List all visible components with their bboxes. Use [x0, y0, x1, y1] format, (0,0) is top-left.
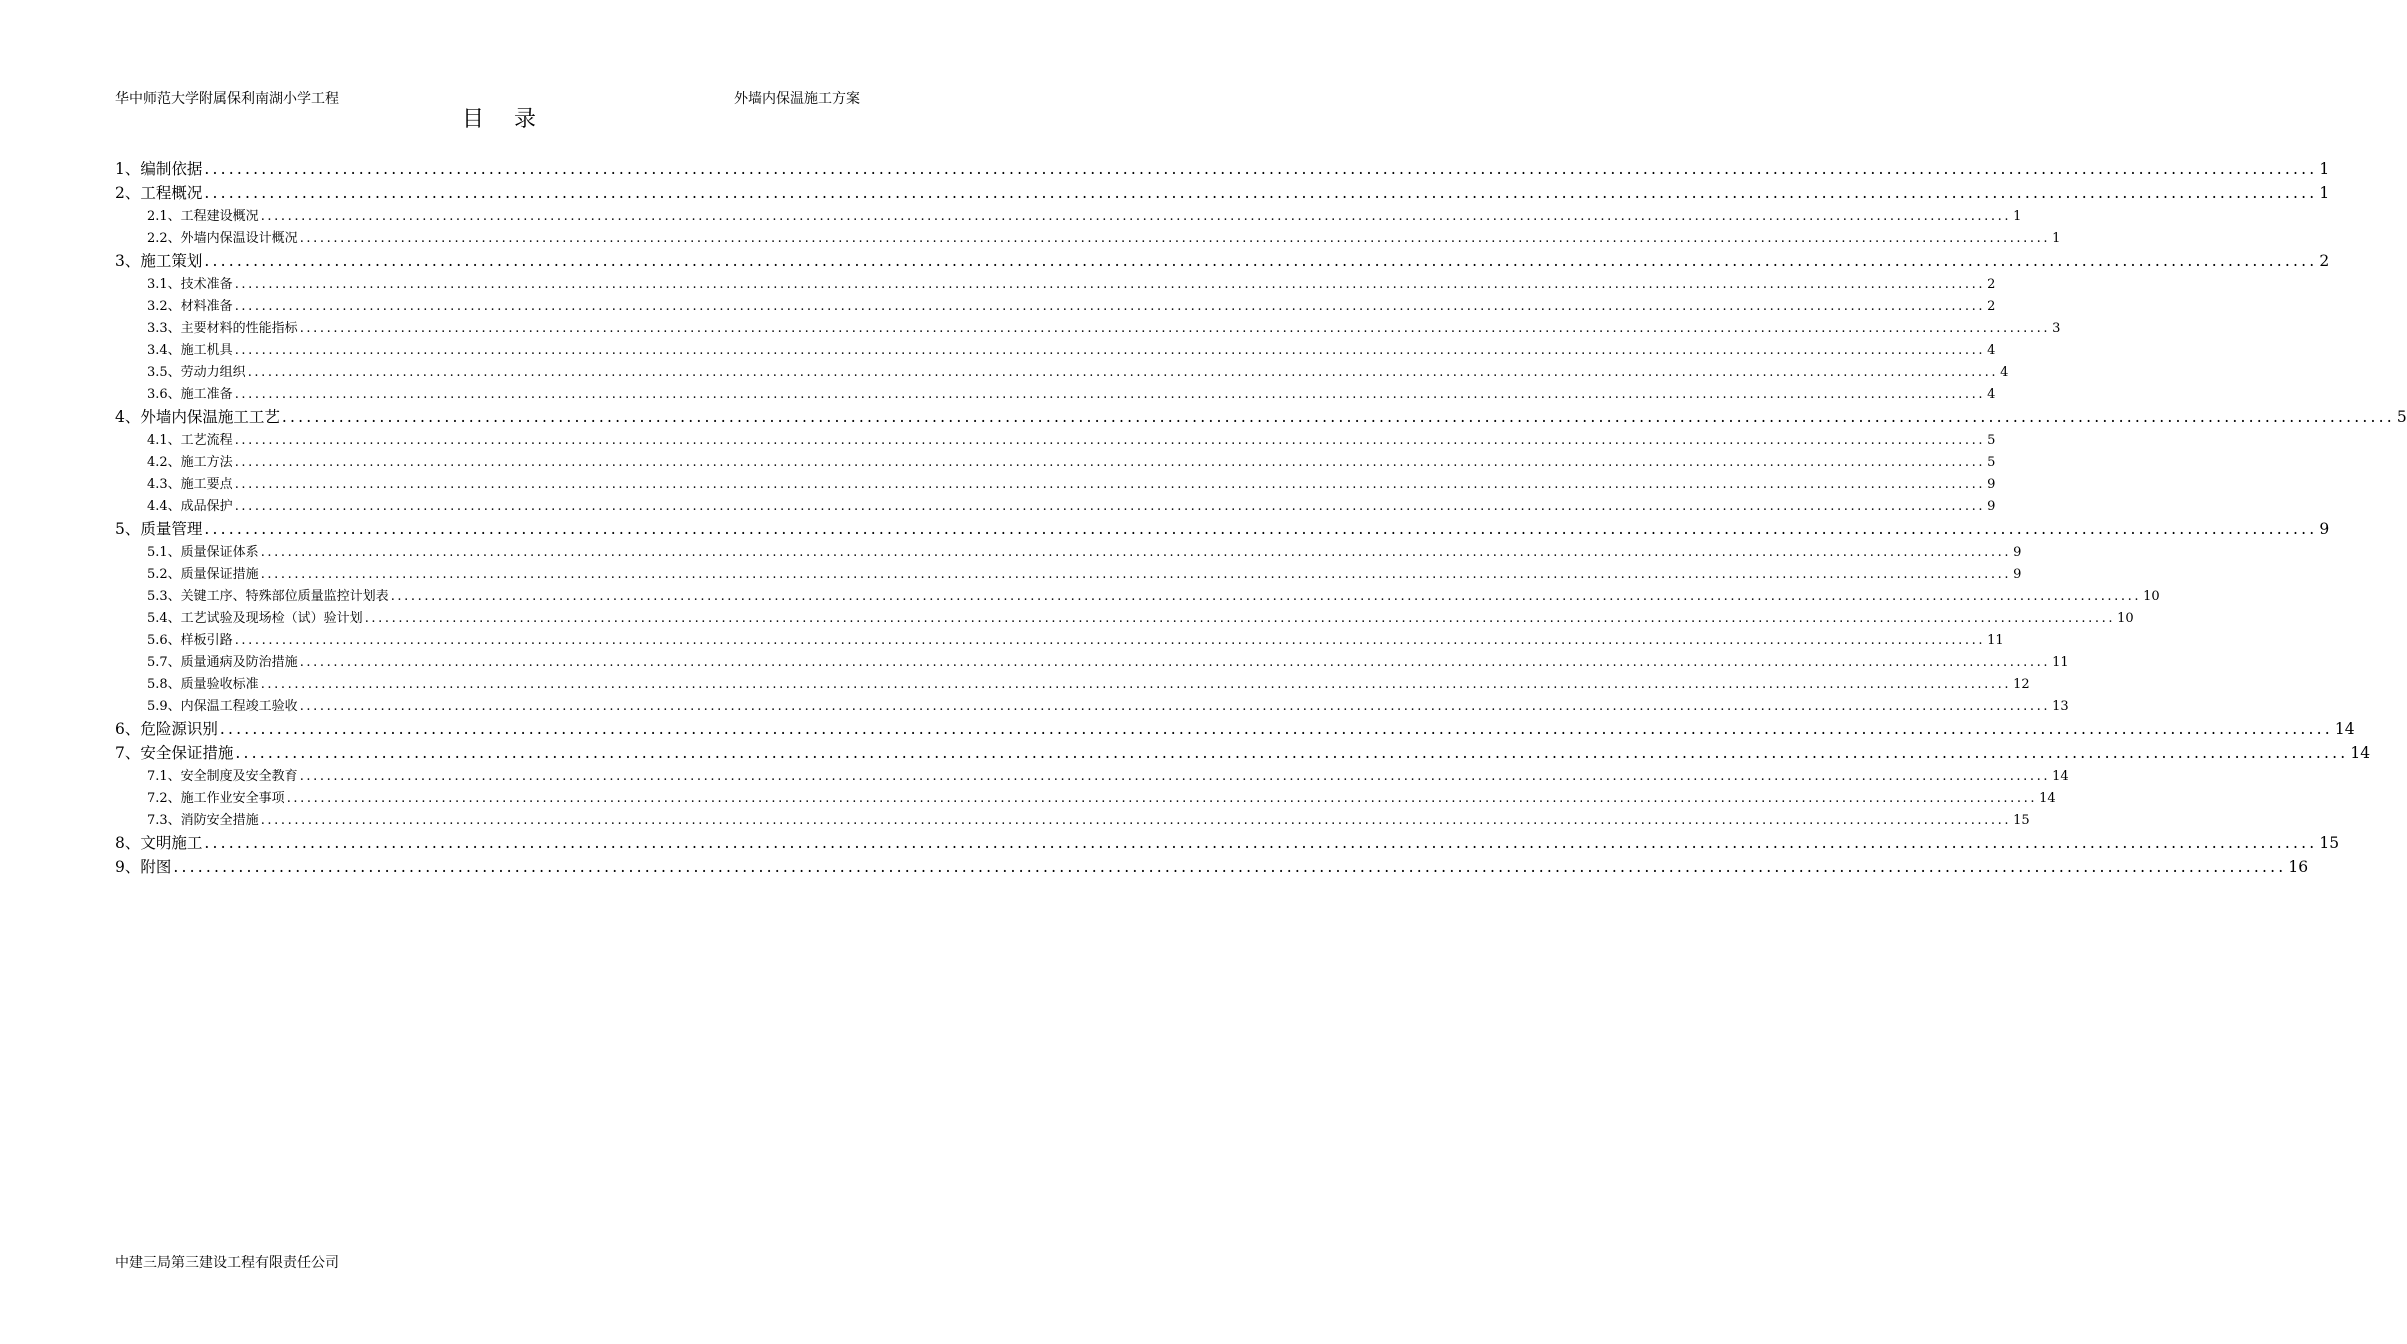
toc-entry-label: 7.2、施工作业安全事项 — [147, 791, 285, 806]
toc-entry-page: 5 — [1987, 455, 1996, 470]
toc-entry-label: 5.7、质量通病及防治措施 — [147, 655, 298, 670]
toc-entry-label: 4.2、施工方法 — [147, 455, 233, 470]
toc-entry[interactable] — [115, 741, 2371, 765]
toc-entry-page: 14 — [2039, 791, 2056, 806]
toc-dot-leader: .................................................................................................................................................................................................................................................................... — [247, 365, 1999, 380]
toc-entry-label: 4.1、工艺流程 — [147, 433, 233, 448]
toc-entry-label: 3.6、施工准备 — [147, 387, 233, 402]
toc-dot-leader: .................................................................................................................................................................................................................................................................... — [204, 160, 2318, 178]
toc-entry-page: 2 — [1987, 299, 1996, 314]
toc-entry-page: 9 — [2013, 567, 2022, 582]
toc-entry-page: 1 — [2052, 231, 2061, 246]
toc-entry-page: 10 — [2143, 589, 2160, 604]
toc-entry-page: 14 — [2350, 744, 2371, 762]
toc-entry-page: 11 — [1987, 633, 2004, 648]
toc-entry-page: 9 — [2319, 520, 2330, 538]
toc-entry-label: 7、安全保证措施 — [115, 744, 234, 762]
toc-entry[interactable] — [115, 181, 2330, 205]
table-of-contents — [115, 157, 2407, 879]
toc-entry-page: 1 — [2013, 209, 2022, 224]
toc-dot-leader: .................................................................................................................................................................................................................................................................... — [260, 813, 2012, 828]
header-project-name: 华中师范大学附属保利南湖小学工程 — [115, 91, 339, 107]
toc-dot-leader: .................................................................................................................................................................................................................................................................... — [204, 834, 2318, 852]
toc-entry-label: 5.2、质量保证措施 — [147, 567, 259, 582]
toc-dot-leader: .................................................................................................................................................................................................................................................................... — [173, 858, 2287, 876]
toc-entry-page: 9 — [1987, 499, 1996, 514]
toc-dot-leader: .................................................................................................................................................................................................................................................................... — [234, 277, 1986, 292]
toc-entry-label: 5、质量管理 — [115, 520, 203, 538]
toc-dot-leader: .................................................................................................................................................................................................................................................................... — [364, 611, 2116, 626]
toc-dot-leader: .................................................................................................................................................................................................................................................................... — [286, 791, 2038, 806]
toc-dot-leader: .................................................................................................................................................................................................................................................................... — [299, 699, 2051, 714]
toc-entry-label: 7.3、消防安全措施 — [147, 813, 259, 828]
toc-entry-label: 3、施工策划 — [115, 252, 203, 270]
toc-entry-label: 2.1、工程建设概况 — [147, 209, 259, 224]
toc-entry-page: 4 — [1987, 387, 1996, 402]
toc-dot-leader: .................................................................................................................................................................................................................................................................... — [234, 299, 1986, 314]
toc-dot-leader: .................................................................................................................................................................................................................................................................... — [235, 744, 2349, 762]
toc-entry[interactable] — [115, 585, 2160, 607]
toc-entry-label: 3.5、劳动力组织 — [147, 365, 246, 380]
toc-entry-page: 11 — [2052, 655, 2069, 670]
toc-entry-label: 3.2、材料准备 — [147, 299, 233, 314]
toc-entry[interactable] — [115, 673, 2030, 695]
toc-entry-page: 14 — [2052, 769, 2069, 784]
toc-entry-label: 4.4、成品保护 — [147, 499, 233, 514]
toc-entry-page: 12 — [2013, 677, 2030, 692]
toc-dot-leader: .................................................................................................................................................................................................................................................................... — [390, 589, 2142, 604]
toc-entry-label: 5.6、样板引路 — [147, 633, 233, 648]
toc-entry[interactable] — [115, 273, 1996, 295]
toc-entry[interactable] — [115, 339, 1996, 361]
toc-entry[interactable] — [115, 809, 2030, 831]
toc-entry-page: 15 — [2319, 834, 2340, 852]
toc-entry-page: 2 — [2319, 252, 2330, 270]
toc-entry-label: 5.8、质量验收标准 — [147, 677, 259, 692]
toc-entry-label: 5.4、工艺试验及现场检（试）验计划 — [147, 611, 363, 626]
toc-entry[interactable] — [115, 563, 2022, 585]
header-document-name: 外墙内保温施工方案 — [734, 91, 860, 107]
toc-entry[interactable] — [115, 607, 2134, 629]
toc-entry[interactable] — [115, 831, 2340, 855]
toc-entry-page: 13 — [2052, 699, 2069, 714]
toc-entry-label: 3.1、技术准备 — [147, 277, 233, 292]
toc-entry[interactable] — [115, 629, 2004, 651]
toc-dot-leader: .................................................................................................................................................................................................................................................................... — [234, 477, 1986, 492]
toc-entry[interactable] — [115, 249, 2330, 273]
toc-entry[interactable] — [115, 451, 1996, 473]
toc-entry[interactable] — [115, 855, 2309, 879]
toc-entry-label: 5.9、内保温工程竣工验收 — [147, 699, 298, 714]
toc-entry[interactable] — [115, 361, 2009, 383]
toc-dot-leader: .................................................................................................................................................................................................................................................................... — [299, 231, 2051, 246]
toc-entry-label: 7.1、安全制度及安全教育 — [147, 769, 298, 784]
toc-entry-page: 9 — [2013, 545, 2022, 560]
toc-entry[interactable] — [115, 517, 2330, 541]
toc-entry-page: 16 — [2288, 858, 2309, 876]
toc-dot-leader: .................................................................................................................................................................................................................................................................... — [260, 567, 2012, 582]
toc-entry[interactable] — [115, 383, 1996, 405]
toc-entry-page: 14 — [2334, 720, 2355, 738]
toc-entry[interactable] — [115, 765, 2069, 787]
toc-dot-leader: .................................................................................................................................................................................................................................................................... — [234, 433, 1986, 448]
toc-entry[interactable] — [115, 429, 1996, 451]
toc-entry-label: 6、危险源识别 — [115, 720, 218, 738]
toc-entry-page: 3 — [2052, 321, 2061, 336]
toc-dot-leader: .................................................................................................................................................................................................................................................................... — [234, 343, 1986, 358]
toc-entry[interactable] — [115, 495, 1996, 517]
toc-entry-label: 1、编制依据 — [115, 160, 203, 178]
toc-entry[interactable] — [115, 295, 1996, 317]
toc-dot-leader: .................................................................................................................................................................................................................................................................... — [204, 520, 2318, 538]
toc-dot-leader: .................................................................................................................................................................................................................................................................... — [234, 455, 1986, 470]
toc-entry[interactable] — [115, 227, 2061, 249]
toc-dot-leader: .................................................................................................................................................................................................................................................................... — [260, 209, 2012, 224]
page-title: 目录 — [461, 107, 566, 132]
toc-entry-page: 2 — [1987, 277, 1996, 292]
toc-entry[interactable] — [115, 651, 2069, 673]
toc-dot-leader: .................................................................................................................................................................................................................................................................... — [234, 387, 1986, 402]
toc-entry[interactable] — [115, 157, 2330, 181]
toc-dot-leader: .................................................................................................................................................................................................................................................................... — [204, 184, 2318, 202]
toc-dot-leader: .................................................................................................................................................................................................................................................................... — [281, 408, 2395, 426]
toc-entry-label: 5.1、质量保证体系 — [147, 545, 259, 560]
toc-dot-leader: .................................................................................................................................................................................................................................................................... — [260, 677, 2012, 692]
toc-entry[interactable] — [115, 541, 2022, 563]
toc-entry-page: 5 — [1987, 433, 1996, 448]
toc-entry[interactable] — [115, 317, 2061, 339]
toc-entry-label: 4、外墙内保温施工工艺 — [115, 408, 280, 426]
toc-entry-page: 15 — [2013, 813, 2030, 828]
toc-entry-label: 8、文明施工 — [115, 834, 203, 852]
toc-dot-leader: .................................................................................................................................................................................................................................................................... — [260, 545, 2012, 560]
page-footer: 中建三局第三建设工程有限责任公司 — [115, 1255, 339, 1271]
toc-entry-label: 9、附图 — [115, 858, 172, 876]
toc-entry[interactable] — [115, 473, 1996, 495]
toc-entry[interactable] — [115, 787, 2056, 809]
toc-entry[interactable] — [115, 695, 2069, 717]
toc-dot-leader: .................................................................................................................................................................................................................................................................... — [204, 252, 2318, 270]
toc-entry-label: 5.3、关键工序、特殊部位质量监控计划表 — [147, 589, 389, 604]
toc-entry-page: 10 — [2117, 611, 2134, 626]
toc-dot-leader: .................................................................................................................................................................................................................................................................... — [299, 321, 2051, 336]
toc-entry-page: 4 — [2000, 365, 2009, 380]
toc-entry-page: 1 — [2319, 160, 2330, 178]
toc-dot-leader: .................................................................................................................................................................................................................................................................... — [234, 499, 1986, 514]
toc-entry[interactable] — [115, 405, 2407, 429]
toc-entry-page: 4 — [1987, 343, 1996, 358]
toc-entry-label: 2.2、外墙内保温设计概况 — [147, 231, 298, 246]
toc-dot-leader: .................................................................................................................................................................................................................................................................... — [234, 633, 1986, 648]
toc-entry-label: 2、工程概况 — [115, 184, 203, 202]
toc-entry[interactable] — [115, 205, 2022, 227]
toc-entry[interactable] — [115, 717, 2355, 741]
toc-dot-leader: .................................................................................................................................................................................................................................................................... — [299, 769, 2051, 784]
toc-dot-leader: .................................................................................................................................................................................................................................................................... — [299, 655, 2051, 670]
toc-entry-label: 4.3、施工要点 — [147, 477, 233, 492]
toc-entry-page: 1 — [2319, 184, 2330, 202]
toc-entry-label: 3.4、施工机具 — [147, 343, 233, 358]
toc-entry-page: 9 — [1987, 477, 1996, 492]
toc-entry-page: 5 — [2396, 408, 2407, 426]
toc-entry-label: 3.3、主要材料的性能指标 — [147, 321, 298, 336]
toc-dot-leader: .................................................................................................................................................................................................................................................................... — [219, 720, 2333, 738]
